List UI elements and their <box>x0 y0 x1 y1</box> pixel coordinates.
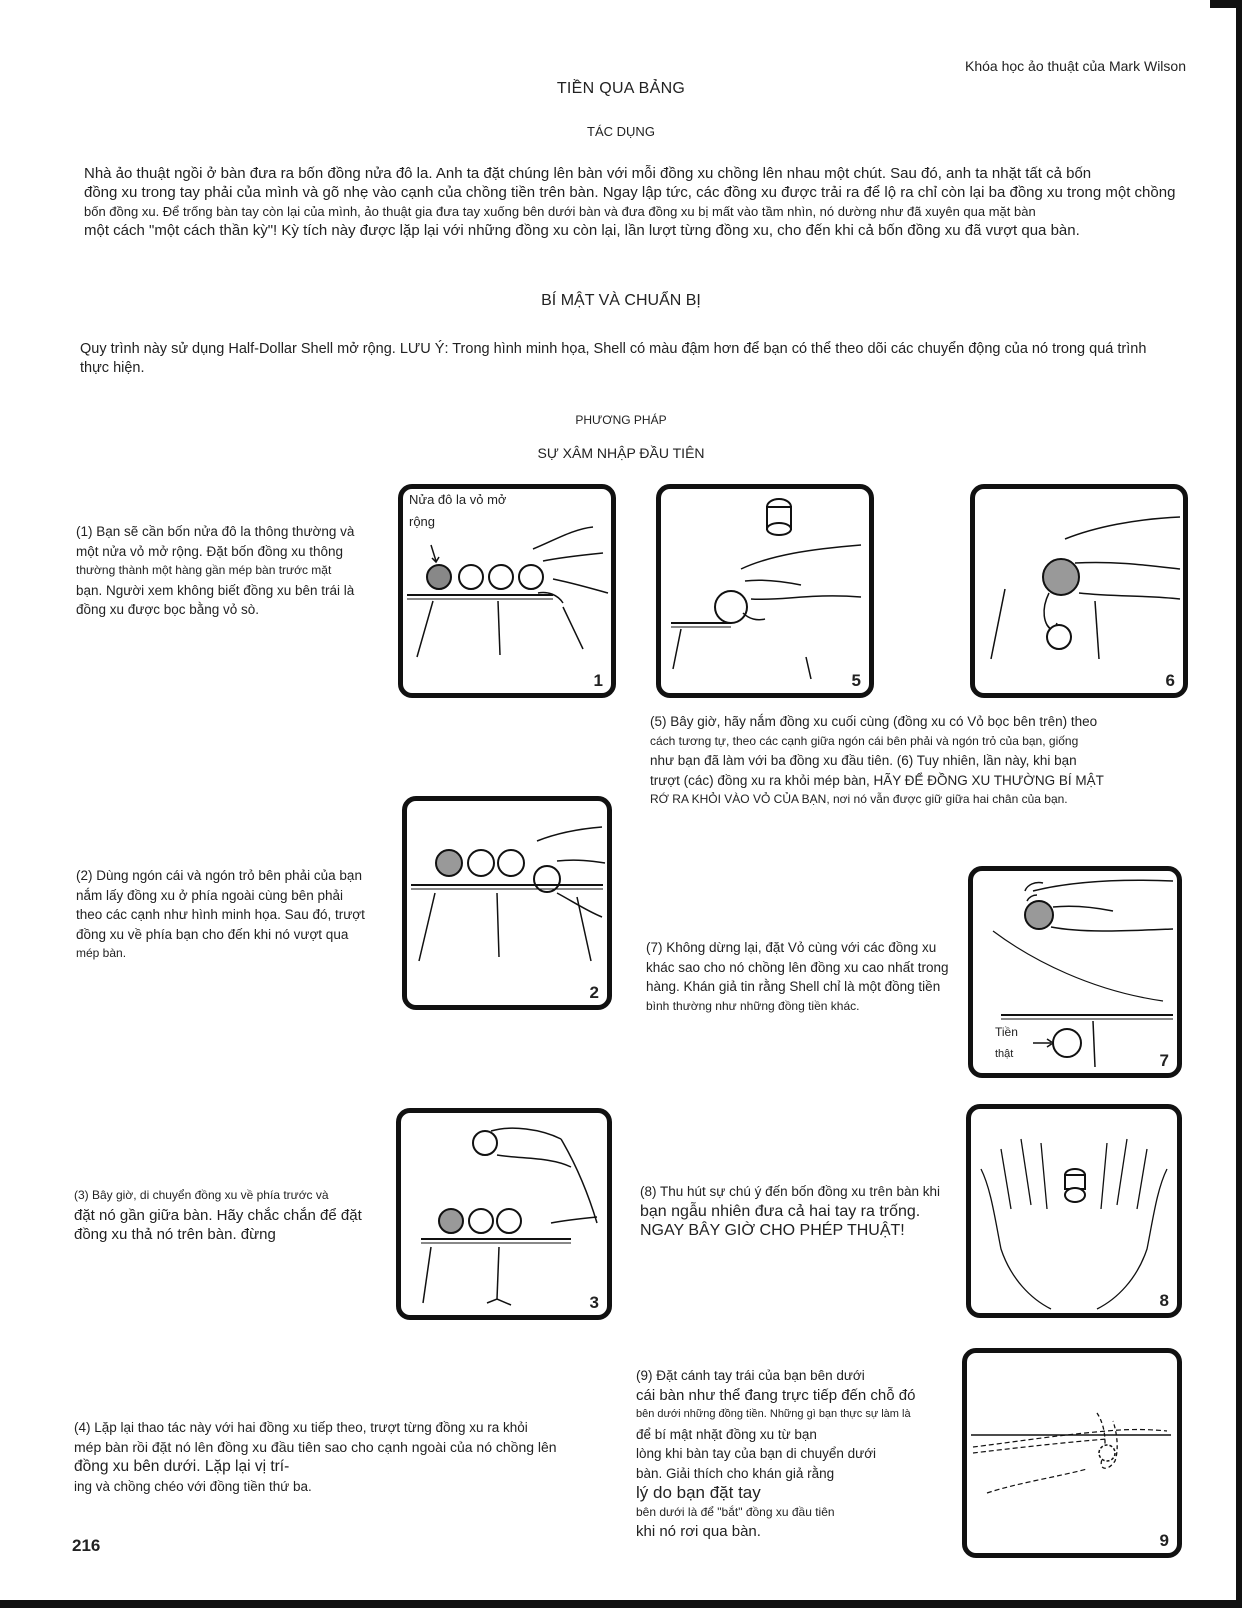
effect-line: bốn đồng xu. Để trống bàn tay còn lại của mình, ảo thuật gia đưa tay xuống bên dưới bàn và đưa đồng xu bị mất vào tầm nhìn, nó dường như đã xuyên qua mặt bàn <box>84 204 1036 219</box>
subsection-heading: SỰ XÂM NHẬP ĐẦU TIÊN <box>537 445 705 461</box>
caption-line: (9) Đặt cánh tay trái của bạn bên dưới <box>636 1368 865 1383</box>
caption-line: ing và chồng chéo với đồng tiền thứ ba. <box>74 1478 312 1494</box>
illustration-panel-3 <box>396 1108 612 1320</box>
illustration-panel-1 <box>398 484 616 698</box>
caption-line: theo các cạnh như hình minh họa. Sau đó, trượt <box>76 907 365 922</box>
caption-line: (2) Dùng ngón cái và ngón trỏ bên phải của bạn <box>76 868 362 883</box>
caption-line: khác sao cho nó chồng lên đồng xu cao nhất trong <box>646 959 949 975</box>
caption-line: RỚ RA KHỎI VÀO VỎ CỦA BẠN, nơi nó vẫn được giữ giữa hai chân của bạn. <box>650 792 1068 806</box>
caption-step-4 <box>74 1418 594 1496</box>
caption-line: đồng xu về phía bạn cho đến khi nó vượt qua <box>76 926 349 942</box>
caption-line: một nửa vỏ mở rộng. Đặt bốn đồng xu thông <box>76 543 344 559</box>
caption-line: (4) Lặp lại thao tác này với hai đồng xu tiếp theo, trượt từng đồng xu ra khỏi <box>74 1420 528 1435</box>
panel-1-label <box>409 489 506 533</box>
panel-number: 3 <box>589 1293 599 1312</box>
caption-step-1 <box>76 522 386 620</box>
caption-line: khi nó rơi qua bàn. <box>636 1523 761 1540</box>
caption-line: đồng xu được bọc bằng vỏ sò. <box>76 602 260 617</box>
caption-line: mép bàn. <box>76 946 127 960</box>
illustration-move-coin <box>401 1113 607 1315</box>
caption-line: bàn. Giải thích cho khán giả rằng <box>636 1465 835 1481</box>
caption-line: (7) Không dừng lại, đặt Vỏ cùng với các đồng xu <box>646 940 937 955</box>
caption-step-8 <box>640 1182 960 1241</box>
scan-edge-bottom <box>0 1600 1242 1608</box>
caption-line: bên dưới những đồng tiền. Những gì bạn thực sự làm là <box>636 1408 911 1420</box>
label-line: Nửa đô la vỏ mở <box>409 492 507 507</box>
caption-line: cách tương tự, theo các cạnh giữa ngón cái bên phải và ngón trỏ của bạn, giống <box>650 733 1079 748</box>
illustration-panel-9 <box>962 1348 1182 1558</box>
caption-step-9 <box>636 1366 956 1542</box>
illustration-open-hands <box>971 1109 1177 1313</box>
illustration-coin-drop <box>975 489 1183 693</box>
caption-line: (3) Bây giờ, di chuyển đồng xu về phía trước và <box>74 1188 329 1202</box>
caption-step-7 <box>646 938 964 1016</box>
caption-line: thường thành một hàng gần mép bàn trước mặt <box>76 563 332 577</box>
section-effect-heading: TÁC DỤNG <box>587 124 655 139</box>
caption-line: như bạn đã làm với ba đồng xu đầu tiên. (6) Tuy nhiên, lần này, khi bạn <box>650 753 1077 768</box>
prep-paragraph: Quy trình này sử dụng Half-Dollar Shell mở rộng. LƯU Ý: Trong hình minh họa, Shell có màu đậm hơn để bạn có thể theo dõi các chuyển động của nó trong quá trình thực hiện. <box>80 341 1147 376</box>
caption-line: bạn ngẫu nhiên đưa cả hai tay ra trống. <box>640 1202 921 1220</box>
caption-line: mép bàn rồi đặt nó lên đồng xu đầu tiên sao cho cạnh ngoài của nó chồng lên <box>74 1438 557 1455</box>
illustration-grab-coin <box>407 801 607 1005</box>
caption-line: đồng xu thả nó trên bàn. đừng <box>74 1226 276 1243</box>
illustration-panel-2 <box>402 796 612 1010</box>
caption-line: trượt (các) đồng xu ra khỏi mép bàn, HÃY ĐỂ ĐỒNG XU THƯỜNG BÍ MẬT <box>650 772 1104 788</box>
section-secret-heading: BÍ MẬT VÀ CHUẨN BỊ <box>541 292 701 309</box>
panel-number: 5 <box>851 671 861 690</box>
panel-number: 2 <box>589 983 599 1002</box>
panel-7-label <box>995 1021 1018 1065</box>
caption-line: đặt nó gần giữa bàn. Hãy chắc chắn để đặt <box>74 1206 362 1224</box>
caption-line: bên dưới là để "bắt" đồng xu đầu tiên <box>636 1504 835 1519</box>
caption-line: (8) Thu hút sự chú ý đến bốn đồng xu trên bàn khi <box>640 1184 940 1199</box>
panel-number: 7 <box>1159 1051 1169 1070</box>
page-title: TIỀN QUA BẢNG <box>556 80 686 97</box>
effect-line: một cách "một cách thần kỳ"! Kỳ tích này được lặp lại với những đồng xu còn lại, lần lượt từng đồng xu, cho đến khi cả bốn đồng xu đã vượt qua bàn. <box>84 222 1080 239</box>
effect-line: Nhà ảo thuật ngồi ở bàn đưa ra bốn đồng nửa đô la. Anh ta đặt chúng lên bàn với mỗi đồng xu chồng lên nhau một chút. Sau đó, anh ta nhặt tất cả bốn <box>84 165 1092 182</box>
effect-line: đồng xu trong tay phải của mình và gõ nhẹ vào cạnh của chồng tiền trên bàn. Ngay lập tức, các đồng xu được trải ra để lộ ra chỉ còn lại ba đồng xu trong một chồng <box>84 184 1176 201</box>
label-line: Tiền <box>995 1025 1018 1039</box>
illustration-under-table <box>967 1353 1177 1553</box>
illustration-hand-slide <box>661 489 869 693</box>
label-line: thật <box>995 1048 1014 1060</box>
illustration-panel-7 <box>968 866 1182 1078</box>
panel-number: 9 <box>1159 1531 1169 1550</box>
caption-line: (5) Bây giờ, hãy nắm đồng xu cuối cùng (đồng xu có Vỏ bọc bên trên) theo <box>650 714 1098 729</box>
illustration-panel-6 <box>970 484 1188 698</box>
label-line: rộng <box>409 514 436 529</box>
caption-line: bình thường như những đồng tiền khác. <box>646 998 860 1013</box>
scan-edge-right <box>1236 0 1242 1608</box>
page-number: 216 <box>72 1536 101 1555</box>
section-method-heading: PHƯƠNG PHÁP <box>575 413 667 427</box>
panel-number: 8 <box>1159 1291 1169 1310</box>
panel-number: 1 <box>593 671 603 690</box>
caption-step-3 <box>74 1186 394 1245</box>
running-header: Khóa học ảo thuật của Mark Wilson <box>964 58 1186 74</box>
caption-line: đồng xu bên dưới. Lặp lại vị trí- <box>74 1458 290 1475</box>
caption-line: lòng khi bàn tay của bạn di chuyển dưới <box>636 1446 877 1461</box>
caption-line: bạn. Người xem không biết đồng xu bên trái là <box>76 582 355 598</box>
panel-number: 6 <box>1165 671 1175 690</box>
illustration-panel-8 <box>966 1104 1182 1318</box>
caption-line: nắm lấy đồng xu ở phía ngoài cùng bên phải <box>76 887 344 903</box>
caption-line: để bí mật nhặt đồng xu từ bạn <box>636 1426 817 1442</box>
caption-line: cái bàn như thể đang trực tiếp đến chỗ đó <box>636 1386 916 1404</box>
caption-step-2 <box>76 866 386 964</box>
caption-line: (1) Bạn sẽ cần bốn nửa đô la thông thường và <box>76 524 355 539</box>
effect-paragraph <box>84 164 1184 240</box>
illustration-panel-5 <box>656 484 874 698</box>
caption-step-5-6 <box>650 712 1190 810</box>
caption-line: NGAY BÂY GIỜ CHO PHÉP THUẬT! <box>640 1222 905 1239</box>
caption-line: lý do bạn đặt tay <box>636 1483 761 1502</box>
caption-line: hàng. Khán giả tin rằng Shell chỉ là một đồng tiền <box>646 979 941 994</box>
